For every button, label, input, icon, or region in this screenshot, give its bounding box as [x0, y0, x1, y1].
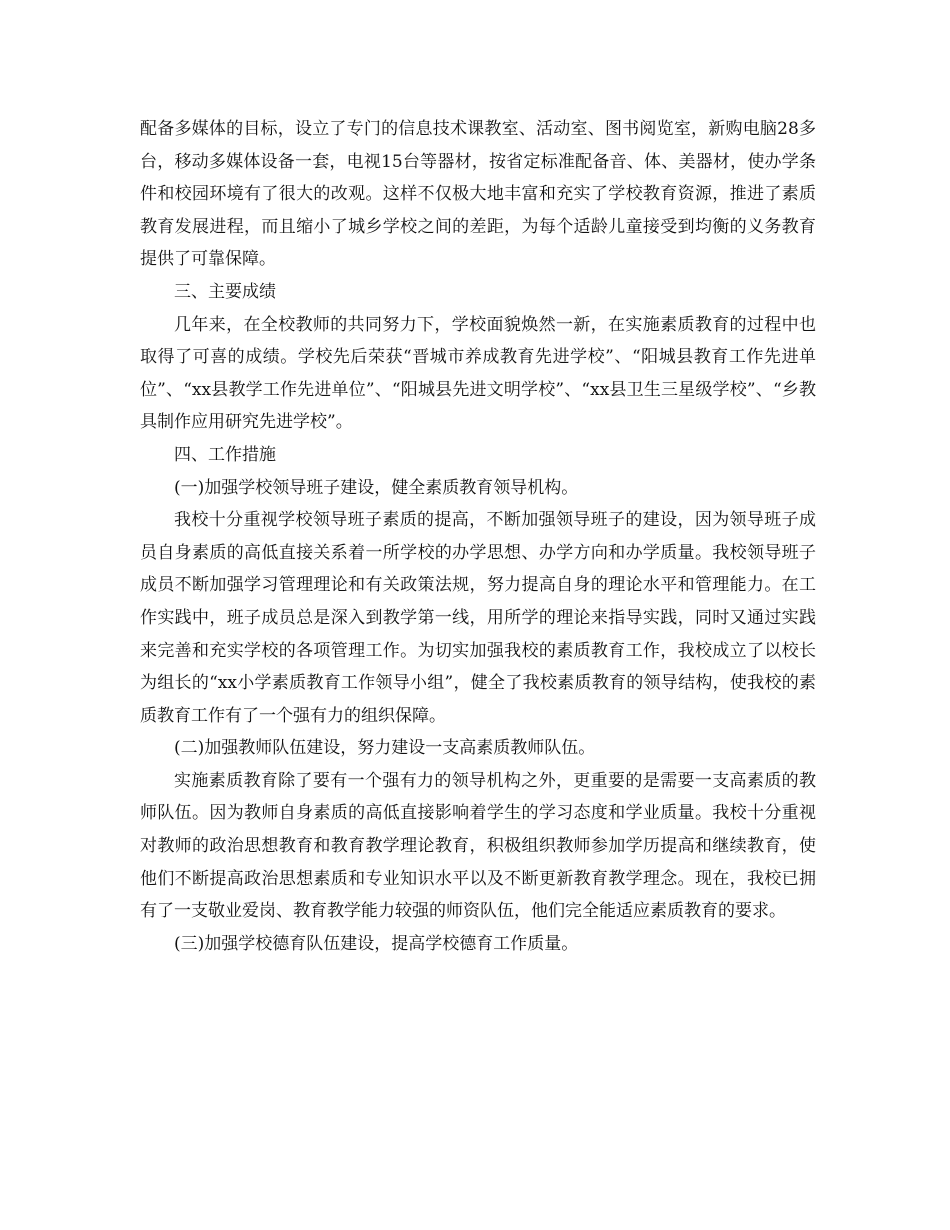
subheading-leadership: (一)加强学校领导班子建设，健全素质教育领导机构。 [174, 477, 579, 498]
paragraph-facilities: 配备多媒体的目标，设立了专门的信息技术课教室、活动室、图书阅览室，新购电脑28多台，移动多媒体设备一套，电视15台等器材，按省定标准配备音、体、美器材，使办学条件和校园环境有了很大的改观。这样不仅极大地丰富和充实了学校教育资源，推进了素质教育发展进程，而且缩小了城乡学校之间的差距，为每个适龄儿童接受到均衡的义务教育提供了可靠保障。 [140, 119, 816, 270]
heading-main-achievements: 三、主要成绩 [174, 281, 276, 302]
subheading-moral-education: (三)加强学校德育队伍建设，提高学校德育工作质量。 [174, 933, 579, 954]
paragraph-leadership: 我校十分重视学校领导班子素质的提高，不断加强领导班子的建设，因为领导班子成员自身素质的高低直接关系着一所学校的办学思想、办学方向和办学质量。我校领导班子成员不断加强学习管理理论和有关政策法规，努力提高自身的理论水平和管理能力。在工作实践中，班子成员总是深入到教学第一线，用所学的理论来指导实践，同时又通过实践来完善和充实学校的各项管理工作。为切实加强我校的素质教育工作，我校成立了以校长为组长的“xx小学素质教育工作领导小组”，健全了我校素质教育的领导结构，使我校的素质教育工作有了一个强有力的组织保障。 [140, 510, 816, 726]
subheading-teachers: (二)加强教师队伍建设，努力建设一支高素质教师队伍。 [174, 738, 596, 759]
paragraph-teachers: 实施素质教育除了要有一个强有力的领导机构之外，更重要的是需要一支高素质的教师队伍。因为教师自身素质的高低直接影响着学生的学习态度和学业质量。我校十分重视对教师的政治思想教育和教育教学理论教育，积极组织教师参加学历提高和继续教育，使他们不断提高政治思想素质和专业知识水平以及不断更新教育教学理念。现在，我校已拥有了一支敬业爱岗、教育教学能力较强的师资队伍，他们完全能适应素质教育的要求。 [140, 770, 816, 922]
paragraph-achievements: 几年来，在全校教师的共同努力下，学校面貌焕然一新，在实施素质教育的过程中也取得了可喜的成绩。学校先后荣获“晋城市养成教育先进学校”、“阳城县教育工作先进单位”、“xx县教学工作先进单位”、“阳城县先进文明学校”、“xx县卫生三星级学校”、“乡教具制作应用研究先进学校”。 [140, 314, 816, 433]
document-page [140, 113, 816, 960]
heading-work-measures: 四、工作措施 [174, 444, 276, 465]
